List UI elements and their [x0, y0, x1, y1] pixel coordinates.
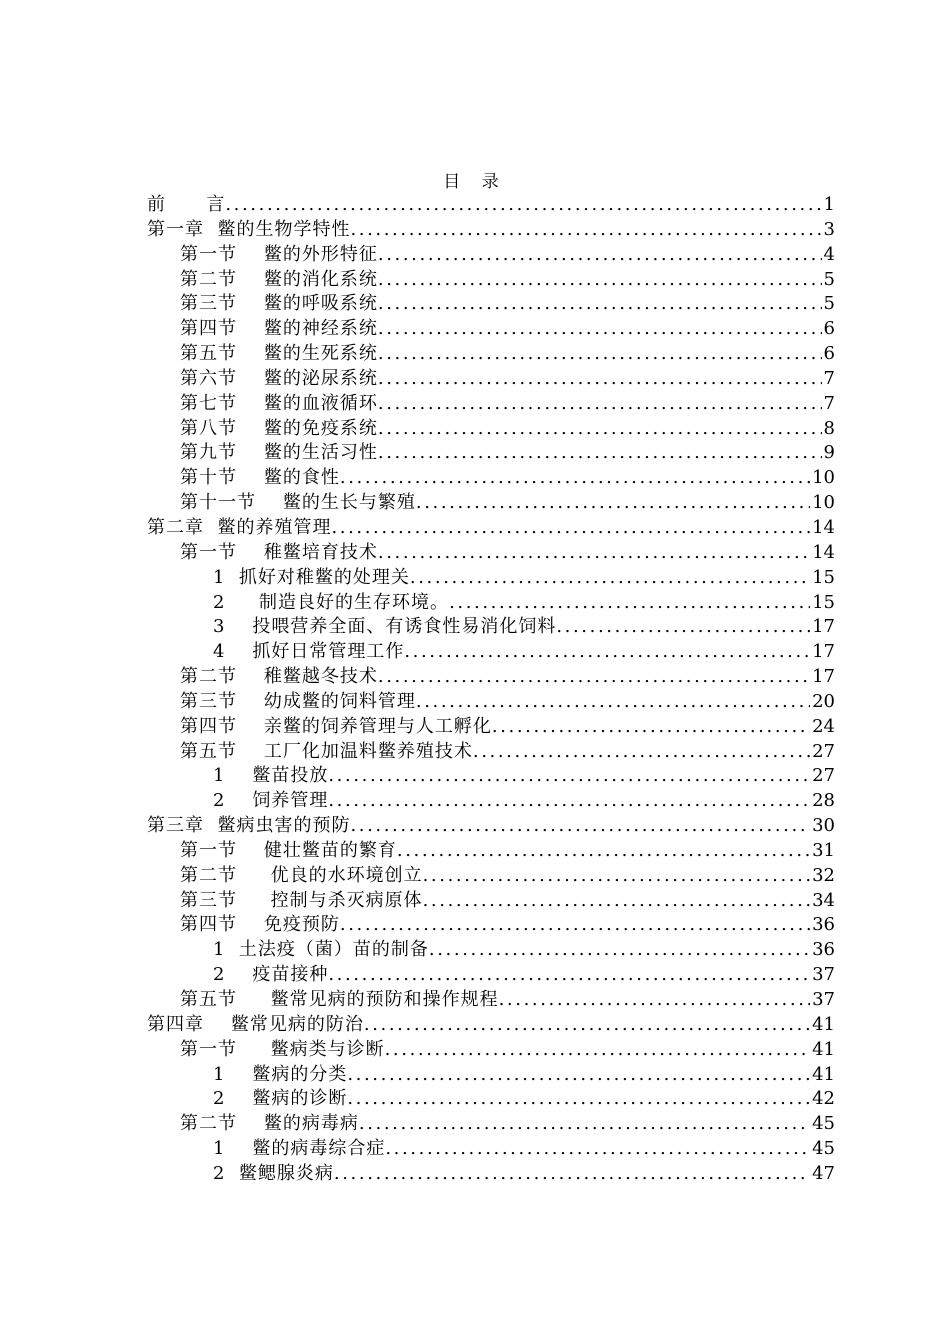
toc-entry-title: 第二节 优良的水环境创立: [180, 864, 423, 886]
toc-leader-dots: [328, 963, 810, 988]
toc-leader-dots: [423, 889, 810, 914]
toc-entry[interactable]: [147, 566, 835, 591]
toc-entry-page-number: 17: [812, 641, 835, 663]
toc-leader-dots: [492, 715, 810, 740]
toc-entry-page-number: 45: [812, 1113, 835, 1135]
toc-leader-dots: [416, 690, 810, 715]
toc-leader-dots: [340, 913, 810, 938]
toc-entry-title: 2 饲养管理: [213, 790, 329, 812]
toc-entry-page-number: 36: [812, 914, 835, 936]
toc-entry-page-number: 20: [812, 690, 835, 712]
toc-entry-title: 3 投喂营养全面、有诱食性易消化饲料: [213, 616, 557, 638]
toc-entry[interactable]: [147, 392, 835, 417]
toc-entry-page-number: 17: [812, 616, 835, 638]
toc-leader-dots: [385, 1137, 810, 1162]
toc-entry[interactable]: [147, 615, 835, 640]
toc-entry-title: 第八节 鳖的免疫系统: [180, 417, 378, 439]
toc-entry-title: 第三章 鳖病虫害的预防: [147, 815, 351, 837]
toc-entry-title: 第二节 稚鳖越冬技术: [180, 666, 378, 688]
toc-entry[interactable]: [147, 466, 835, 491]
toc-entry[interactable]: [147, 938, 835, 963]
toc-entry-page-number: 42: [812, 1088, 835, 1110]
toc-entry-title: 2 疫苗接种: [213, 964, 329, 986]
toc-leader-dots: [378, 317, 822, 342]
toc-entry[interactable]: [147, 417, 835, 442]
toc-entry[interactable]: [147, 317, 835, 342]
toc-entry-page-number: 45: [812, 1138, 835, 1160]
toc-entry-title: 第一节 鳖病类与诊断: [180, 1038, 385, 1060]
toc-leader-dots: [359, 1112, 810, 1137]
toc-entry-page-number: 37: [812, 989, 835, 1010]
toc-entry-page-number: 27: [812, 740, 835, 762]
toc-entry-title: 第一节 稚鳖培育技术: [180, 541, 378, 563]
toc-title: 目 录: [443, 172, 507, 192]
toc-entry-page-number: 3: [823, 218, 835, 240]
toc-entry-title: 第二节 鳖的病毒病: [180, 1113, 359, 1135]
toc-entry-title: 1 抓好对稚鳖的处理关: [213, 566, 410, 588]
toc-entry-title: 第十节 鳖的食性: [180, 467, 340, 489]
toc-entry-title: 第六节 鳖的泌尿系统: [180, 367, 378, 389]
toc-leader-dots: [378, 541, 810, 566]
toc-entry-page-number: 37: [812, 964, 835, 986]
toc-leader-dots: [385, 1038, 810, 1063]
toc-entry-title: 4 抓好日常管理工作: [213, 641, 405, 663]
toc-entry-page-number: 32: [812, 864, 835, 886]
toc-entry-title: 2 制造良好的生存环境。: [213, 591, 450, 613]
toc-entry-title: 第三节 幼成鳖的饲料管理: [180, 690, 416, 712]
toc-entry-page-number: 8: [823, 417, 835, 439]
toc-entry-title: 第九节 鳖的生活习性: [180, 442, 378, 464]
toc-entry-page-number: 1: [823, 194, 835, 215]
toc-entry-page-number: 9: [823, 442, 835, 464]
toc-entry[interactable]: [147, 1063, 835, 1088]
toc-entry[interactable]: [147, 764, 835, 789]
toc-entry[interactable]: [147, 814, 835, 839]
toc-entry-title: 前 言: [147, 194, 226, 215]
toc-entry[interactable]: [147, 268, 835, 293]
toc-leader-dots: [350, 814, 810, 839]
toc-entry-title: 第十一节 鳖的生长与繁殖: [180, 492, 416, 514]
toc-entry-page-number: 41: [812, 1063, 835, 1085]
toc-entry[interactable]: [147, 1013, 835, 1038]
toc-entry-page-number: 41: [812, 1038, 835, 1060]
toc-entry-page-number: 34: [812, 889, 835, 911]
toc-entry[interactable]: [147, 690, 835, 715]
toc-leader-dots: [556, 615, 810, 640]
toc-entry-page-number: 24: [812, 715, 835, 737]
toc-entry[interactable]: [147, 740, 835, 765]
toc-entry-title: 第五节 工厂化加温料鳖养殖技术: [180, 740, 473, 762]
toc-leader-dots: [397, 839, 810, 864]
toc-entry-title: 第四节 鳖的神经系统: [180, 318, 378, 340]
toc-entry[interactable]: [147, 715, 835, 740]
toc-entry[interactable]: [147, 292, 835, 317]
toc-leader-dots: [347, 1063, 810, 1088]
toc-leader-dots: [347, 1087, 810, 1112]
toc-leader-dots: [404, 640, 810, 665]
toc-entry-page-number: 5: [823, 268, 835, 290]
toc-entry-title: 第一节 鳖的外形特征: [180, 243, 378, 265]
toc-entry-page-number: 47: [812, 1162, 835, 1184]
toc-entry-title: 第七节 鳖的血液循环: [180, 392, 378, 414]
toc-entry-title: 第三节 控制与杀灭病原体: [180, 889, 423, 911]
toc-entry-page-number: 31: [812, 839, 835, 861]
toc-entry[interactable]: [147, 516, 835, 541]
toc-entry[interactable]: [147, 193, 835, 218]
toc-entry[interactable]: [147, 839, 835, 864]
toc-leader-dots: [416, 491, 810, 516]
toc-entry-page-number: 6: [823, 343, 835, 365]
toc-entry-page-number: 5: [823, 293, 835, 315]
toc-entry[interactable]: [147, 218, 835, 243]
toc-entry-page-number: 41: [812, 1013, 835, 1035]
toc-entry[interactable]: [147, 1137, 835, 1162]
toc-leader-dots: [364, 1013, 810, 1038]
toc-entry[interactable]: [147, 1162, 835, 1187]
toc-entry[interactable]: [147, 1038, 835, 1063]
toc-entry[interactable]: [147, 342, 835, 367]
toc-entry[interactable]: [147, 1112, 835, 1137]
toc-leader-dots: [378, 292, 822, 317]
toc-leader-dots: [378, 392, 822, 417]
toc-entry[interactable]: [147, 665, 835, 690]
toc-entry-page-number: 30: [812, 815, 835, 837]
toc-entry-page-number: 7: [823, 367, 835, 389]
toc-leader-dots: [328, 764, 810, 789]
toc-entry[interactable]: [147, 1087, 835, 1112]
toc-entry-title: 第三节 鳖的呼吸系统: [180, 293, 378, 315]
toc-entry-title: 1 鳖苗投放: [213, 765, 329, 787]
toc-entry-page-number: 6: [823, 318, 835, 340]
toc-entry-title: 2 鳖病的诊断: [213, 1088, 348, 1110]
toc-leader-dots: [328, 789, 810, 814]
toc-entry-page-number: 15: [812, 566, 835, 588]
toc-entry-page-number: 4: [823, 243, 835, 265]
toc-leader-dots: [331, 516, 810, 541]
toc-leader-dots: [378, 441, 822, 466]
toc-leader-dots: [378, 367, 822, 392]
toc-leader-dots: [340, 466, 810, 491]
toc-leader-dots: [378, 243, 822, 268]
toc-entry-page-number: 27: [812, 765, 835, 787]
toc-entry[interactable]: [147, 963, 835, 988]
toc-leader-dots: [378, 342, 822, 367]
toc-entry[interactable]: [147, 988, 835, 1013]
toc-leader-dots: [429, 938, 810, 963]
toc-entry[interactable]: [147, 541, 835, 566]
toc-entry[interactable]: [147, 441, 835, 466]
toc-leader-dots: [378, 665, 810, 690]
toc-entry[interactable]: [147, 640, 835, 665]
toc-entry[interactable]: [147, 889, 835, 914]
table-of-contents: [147, 193, 835, 1187]
toc-entry-page-number: 14: [812, 541, 835, 563]
toc-entry-title: 第四节 免疫预防: [180, 914, 340, 936]
toc-leader-dots: [449, 591, 810, 616]
toc-entry[interactable]: [147, 864, 835, 889]
toc-entry-page-number: 28: [812, 790, 835, 812]
toc-entry-title: 第四章 鳖常见病的防治: [147, 1013, 364, 1035]
toc-leader-dots: [410, 566, 810, 591]
toc-entry[interactable]: [147, 367, 835, 392]
toc-entry-title: 1 土法疫（菌）苗的制备: [213, 939, 429, 961]
toc-entry[interactable]: [147, 913, 835, 938]
toc-entry-title: 第二章 鳖的养殖管理: [147, 516, 332, 538]
toc-entry[interactable]: [147, 789, 835, 814]
toc-entry-title: 第二节 鳖的消化系统: [180, 268, 378, 290]
toc-entry[interactable]: [147, 491, 835, 516]
toc-entry-page-number: 17: [812, 666, 835, 688]
toc-leader-dots: [378, 268, 822, 293]
toc-entry-page-number: 7: [823, 392, 835, 414]
toc-entry-page-number: 36: [812, 939, 835, 961]
toc-entry-page-number: 10: [812, 467, 835, 489]
toc-leader-dots: [334, 1162, 810, 1187]
toc-leader-dots: [225, 193, 821, 218]
toc-entry-title: 第五节 鳖常见病的预防和操作规程: [180, 989, 499, 1010]
toc-entry-page-number: 14: [812, 516, 835, 538]
toc-leader-dots: [499, 988, 810, 1013]
toc-leader-dots: [350, 218, 821, 243]
toc-entry-title: 2 鳖鳃腺炎病: [213, 1162, 334, 1184]
toc-leader-dots: [378, 417, 822, 442]
toc-entry-page-number: 10: [812, 492, 835, 514]
toc-entry-page-number: 15: [812, 591, 835, 613]
toc-entry-title: 1 鳖的病毒综合症: [213, 1138, 386, 1160]
toc-leader-dots: [423, 864, 810, 889]
toc-entry-title: 1 鳖病的分类: [213, 1063, 348, 1085]
toc-entry-title: 第五节 鳖的生死系统: [180, 343, 378, 365]
toc-entry-title: 第四节 亲鳖的饲养管理与人工孵化: [180, 715, 492, 737]
toc-entry-title: 第一节 健壮鳖苗的繁育: [180, 839, 397, 861]
toc-entry-title: 第一章 鳖的生物学特性: [147, 218, 351, 240]
toc-leader-dots: [473, 740, 810, 765]
toc-entry[interactable]: [147, 243, 835, 268]
toc-entry[interactable]: [147, 591, 835, 616]
